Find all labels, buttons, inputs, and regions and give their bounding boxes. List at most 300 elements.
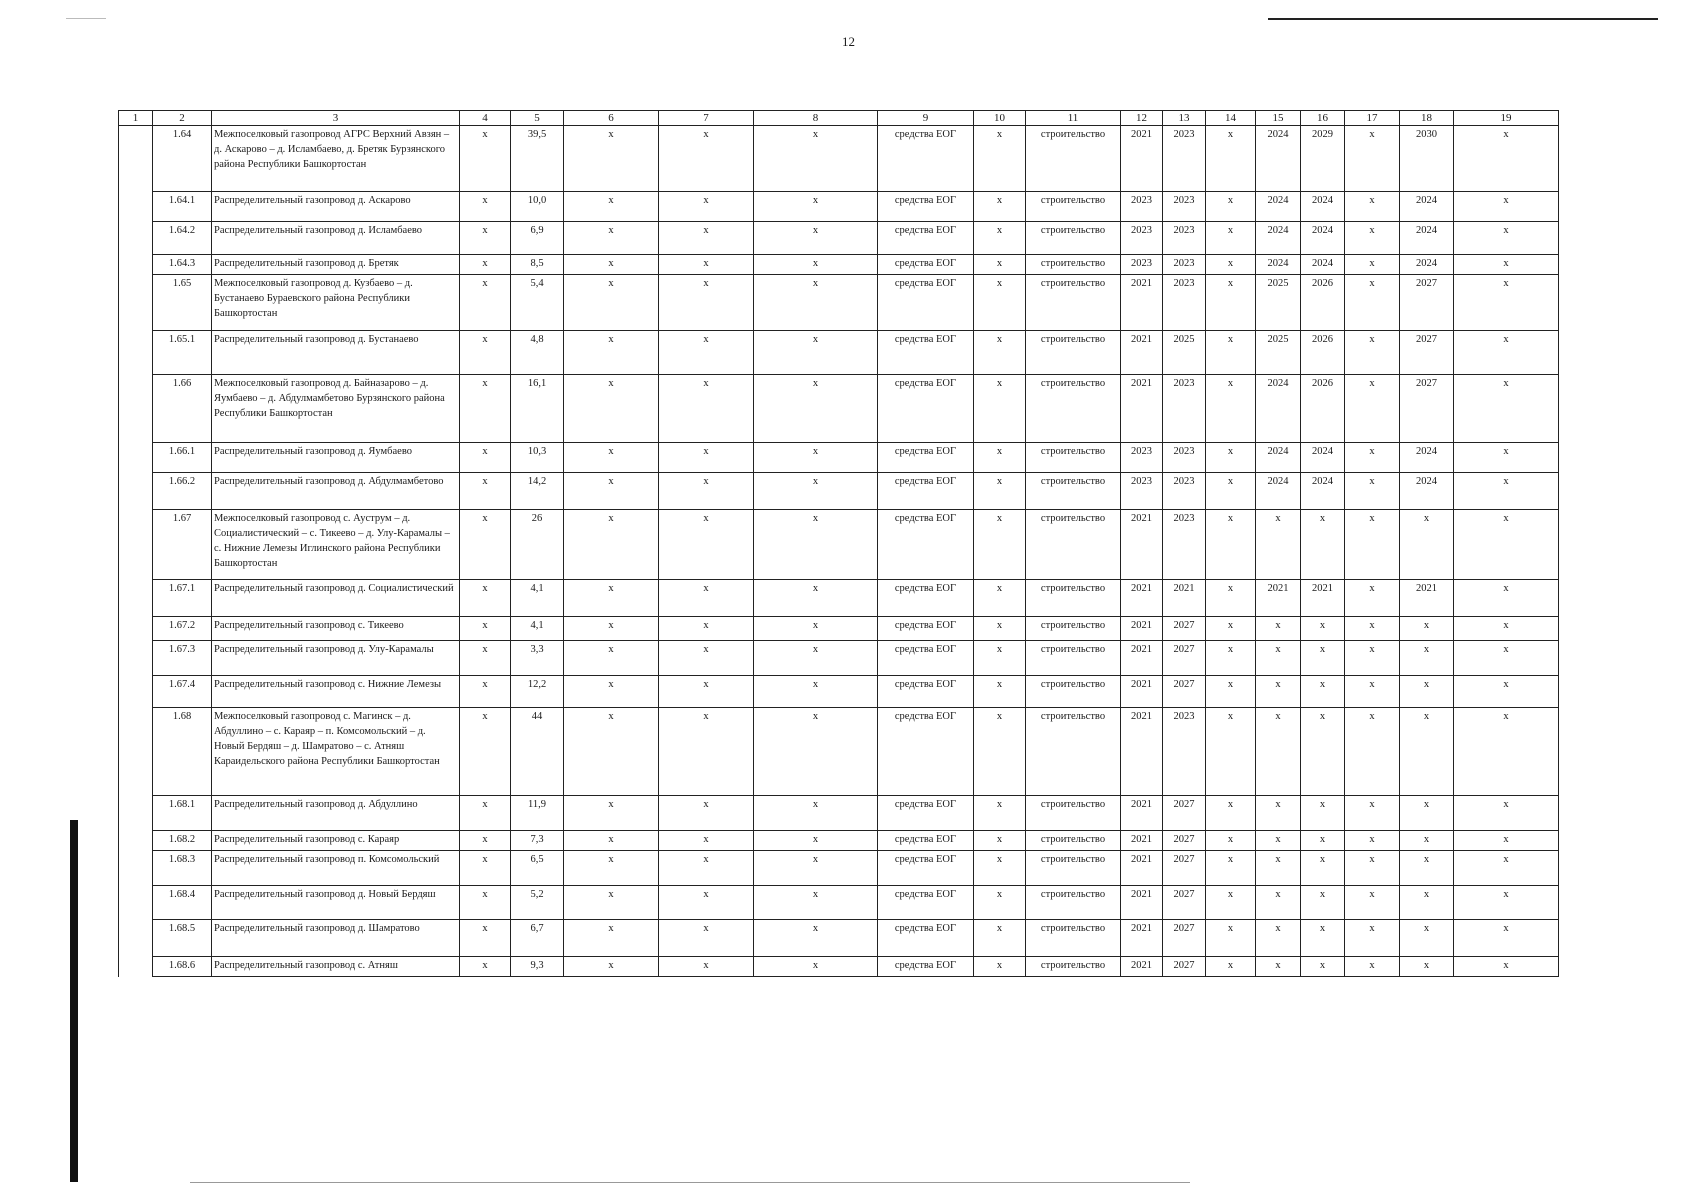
cell-col-16: 2024 [1301, 222, 1345, 255]
cell-col-10: x [974, 510, 1026, 580]
cell-col-19: x [1454, 255, 1559, 275]
cell-col-17: x [1345, 920, 1400, 957]
cell-col-6: x [564, 676, 659, 708]
cell-col-9: средства ЕОГ [878, 375, 974, 443]
cell-col-15: x [1256, 796, 1301, 831]
cell-object-name: Распределительный газопровод д. Социалистический [212, 580, 460, 617]
cell-col-19: x [1454, 510, 1559, 580]
cell-col-6: x [564, 796, 659, 831]
cell-col-8: x [754, 580, 878, 617]
cell-col-14: x [1206, 510, 1256, 580]
cell-col-1 [119, 443, 153, 473]
cell-col-16: 2021 [1301, 580, 1345, 617]
cell-col-6: x [564, 126, 659, 192]
cell-col-1 [119, 796, 153, 831]
cell-col-9: средства ЕОГ [878, 920, 974, 957]
column-header-5: 5 [511, 111, 564, 126]
column-header-18: 18 [1400, 111, 1454, 126]
cell-col-7: x [659, 375, 754, 443]
cell-col-9: средства ЕОГ [878, 708, 974, 796]
cell-item-number: 1.68.3 [153, 851, 212, 886]
cell-col-5: 5,4 [511, 275, 564, 331]
cell-col-16: x [1301, 920, 1345, 957]
cell-col-9: средства ЕОГ [878, 443, 974, 473]
cell-col-15: 2025 [1256, 331, 1301, 375]
cell-col-5: 7,3 [511, 831, 564, 851]
cell-col-6: x [564, 957, 659, 977]
cell-col-6: x [564, 920, 659, 957]
cell-col-1 [119, 886, 153, 920]
cell-col-10: x [974, 580, 1026, 617]
cell-col-14: x [1206, 851, 1256, 886]
cell-col-12: 2021 [1121, 275, 1163, 331]
cell-col-8: x [754, 331, 878, 375]
cell-col-1 [119, 275, 153, 331]
cell-item-number: 1.66 [153, 375, 212, 443]
cell-col-18: 2024 [1400, 473, 1454, 510]
cell-col-4: x [460, 617, 511, 641]
cell-col-8: x [754, 957, 878, 977]
cell-col-12: 2021 [1121, 886, 1163, 920]
cell-col-4: x [460, 641, 511, 676]
cell-col-10: x [974, 473, 1026, 510]
cell-item-number: 1.68.1 [153, 796, 212, 831]
cell-col-8: x [754, 255, 878, 275]
cell-col-17: x [1345, 222, 1400, 255]
cell-col-16: x [1301, 708, 1345, 796]
cell-col-7: x [659, 831, 754, 851]
cell-col-14: x [1206, 796, 1256, 831]
cell-col-1 [119, 831, 153, 851]
cell-col-9: средства ЕОГ [878, 473, 974, 510]
cell-col-14: x [1206, 375, 1256, 443]
cell-col-11: строительство [1026, 443, 1121, 473]
cell-col-17: x [1345, 510, 1400, 580]
table-row [119, 676, 1559, 708]
cell-col-1 [119, 641, 153, 676]
cell-col-1 [119, 375, 153, 443]
cell-col-17: x [1345, 676, 1400, 708]
cell-col-19: x [1454, 375, 1559, 443]
cell-col-13: 2023 [1163, 222, 1206, 255]
cell-col-10: x [974, 957, 1026, 977]
column-header-1: 1 [119, 111, 153, 126]
cell-item-number: 1.68.4 [153, 886, 212, 920]
cell-col-12: 2021 [1121, 708, 1163, 796]
cell-item-number: 1.66.1 [153, 443, 212, 473]
cell-col-10: x [974, 796, 1026, 831]
cell-col-18: 2024 [1400, 255, 1454, 275]
cell-col-7: x [659, 886, 754, 920]
cell-col-7: x [659, 957, 754, 977]
cell-col-8: x [754, 641, 878, 676]
cell-col-6: x [564, 851, 659, 886]
cell-col-18: 2024 [1400, 192, 1454, 222]
cell-col-6: x [564, 222, 659, 255]
cell-col-15: 2024 [1256, 255, 1301, 275]
cell-col-7: x [659, 192, 754, 222]
column-header-13: 13 [1163, 111, 1206, 126]
cell-col-18: 2027 [1400, 375, 1454, 443]
cell-col-19: x [1454, 126, 1559, 192]
cell-item-number: 1.65 [153, 275, 212, 331]
page-number: 12 [842, 34, 855, 49]
cell-col-13: 2027 [1163, 831, 1206, 851]
cell-col-5: 4,1 [511, 580, 564, 617]
cell-col-16: 2024 [1301, 443, 1345, 473]
cell-col-11: строительство [1026, 851, 1121, 886]
cell-col-11: строительство [1026, 676, 1121, 708]
cell-object-name: Распределительный газопровод п. Комсомольский [212, 851, 460, 886]
cell-col-18: 2021 [1400, 580, 1454, 617]
cell-col-19: x [1454, 192, 1559, 222]
cell-col-14: x [1206, 617, 1256, 641]
cell-col-6: x [564, 886, 659, 920]
cell-col-15: 2024 [1256, 126, 1301, 192]
table-row [119, 580, 1559, 617]
cell-col-10: x [974, 222, 1026, 255]
cell-col-6: x [564, 331, 659, 375]
cell-col-4: x [460, 222, 511, 255]
scan-artifact-bottom-rule [190, 1182, 1190, 1183]
cell-col-5: 10,0 [511, 192, 564, 222]
cell-col-7: x [659, 222, 754, 255]
column-header-2: 2 [153, 111, 212, 126]
column-header-14: 14 [1206, 111, 1256, 126]
cell-col-13: 2023 [1163, 275, 1206, 331]
cell-col-15: x [1256, 886, 1301, 920]
cell-col-14: x [1206, 831, 1256, 851]
cell-col-16: x [1301, 641, 1345, 676]
cell-col-8: x [754, 796, 878, 831]
cell-col-18: x [1400, 920, 1454, 957]
cell-col-17: x [1345, 851, 1400, 886]
table-row [119, 192, 1559, 222]
cell-col-8: x [754, 375, 878, 443]
cell-col-11: строительство [1026, 510, 1121, 580]
cell-col-12: 2021 [1121, 957, 1163, 977]
cell-col-18: 2027 [1400, 331, 1454, 375]
table-row [119, 331, 1559, 375]
column-header-16: 16 [1301, 111, 1345, 126]
cell-col-18: x [1400, 796, 1454, 831]
cell-col-10: x [974, 920, 1026, 957]
cell-col-15: x [1256, 510, 1301, 580]
cell-col-11: строительство [1026, 331, 1121, 375]
cell-object-name: Распределительный газопровод д. Яумбаево [212, 443, 460, 473]
cell-col-14: x [1206, 641, 1256, 676]
cell-object-name: Межпоселковый газопровод д. Кузбаево – д. Бустанаево Бураевского района Республики Башкортостан [212, 275, 460, 331]
cell-col-18: 2024 [1400, 443, 1454, 473]
cell-col-17: x [1345, 192, 1400, 222]
cell-col-15: x [1256, 851, 1301, 886]
table-row [119, 126, 1559, 192]
cell-object-name: Распределительный газопровод с. Нижние Лемезы [212, 676, 460, 708]
cell-col-7: x [659, 331, 754, 375]
table-row [119, 796, 1559, 831]
cell-col-7: x [659, 443, 754, 473]
cell-col-4: x [460, 510, 511, 580]
cell-item-number: 1.67.2 [153, 617, 212, 641]
cell-col-5: 3,3 [511, 641, 564, 676]
cell-item-number: 1.67.1 [153, 580, 212, 617]
column-header-7: 7 [659, 111, 754, 126]
cell-col-15: x [1256, 957, 1301, 977]
cell-col-16: 2026 [1301, 275, 1345, 331]
cell-col-16: x [1301, 796, 1345, 831]
table-row [119, 375, 1559, 443]
cell-col-4: x [460, 708, 511, 796]
cell-col-9: средства ЕОГ [878, 796, 974, 831]
cell-col-14: x [1206, 920, 1256, 957]
cell-col-6: x [564, 473, 659, 510]
cell-object-name: Распределительный газопровод д. Абдуллино [212, 796, 460, 831]
cell-col-4: x [460, 331, 511, 375]
cell-col-1 [119, 331, 153, 375]
cell-col-16: 2024 [1301, 255, 1345, 275]
cell-col-4: x [460, 275, 511, 331]
cell-col-9: средства ЕОГ [878, 222, 974, 255]
cell-col-17: x [1345, 473, 1400, 510]
cell-col-7: x [659, 617, 754, 641]
cell-col-17: x [1345, 708, 1400, 796]
cell-col-14: x [1206, 255, 1256, 275]
cell-col-13: 2023 [1163, 473, 1206, 510]
column-header-9: 9 [878, 111, 974, 126]
cell-col-8: x [754, 831, 878, 851]
cell-col-11: строительство [1026, 222, 1121, 255]
cell-col-1 [119, 580, 153, 617]
scan-artifact-left-bar [70, 820, 78, 1182]
cell-col-5: 12,2 [511, 676, 564, 708]
cell-col-5: 9,3 [511, 957, 564, 977]
cell-col-7: x [659, 255, 754, 275]
cell-col-18: x [1400, 708, 1454, 796]
cell-col-19: x [1454, 580, 1559, 617]
cell-col-12: 2021 [1121, 641, 1163, 676]
cell-col-14: x [1206, 222, 1256, 255]
cell-col-15: 2024 [1256, 222, 1301, 255]
cell-item-number: 1.64.3 [153, 255, 212, 275]
cell-object-name: Распределительный газопровод д. Исламбаево [212, 222, 460, 255]
cell-col-18: x [1400, 851, 1454, 886]
cell-col-7: x [659, 796, 754, 831]
cell-col-5: 16,1 [511, 375, 564, 443]
cell-col-10: x [974, 617, 1026, 641]
table-row [119, 851, 1559, 886]
cell-col-19: x [1454, 920, 1559, 957]
cell-col-17: x [1345, 617, 1400, 641]
cell-col-14: x [1206, 708, 1256, 796]
cell-col-13: 2023 [1163, 126, 1206, 192]
cell-col-7: x [659, 851, 754, 886]
cell-col-11: строительство [1026, 831, 1121, 851]
cell-col-17: x [1345, 331, 1400, 375]
cell-col-12: 2023 [1121, 473, 1163, 510]
cell-col-15: 2025 [1256, 275, 1301, 331]
cell-col-4: x [460, 831, 511, 851]
cell-col-18: x [1400, 957, 1454, 977]
cell-col-11: строительство [1026, 957, 1121, 977]
cell-col-8: x [754, 192, 878, 222]
cell-col-14: x [1206, 676, 1256, 708]
cell-col-15: x [1256, 831, 1301, 851]
cell-col-14: x [1206, 275, 1256, 331]
scan-artifact-top-rule [1268, 18, 1658, 20]
cell-col-8: x [754, 920, 878, 957]
cell-col-18: x [1400, 886, 1454, 920]
cell-col-9: средства ЕОГ [878, 331, 974, 375]
cell-col-6: x [564, 192, 659, 222]
cell-col-4: x [460, 192, 511, 222]
cell-col-12: 2021 [1121, 331, 1163, 375]
cell-col-13: 2027 [1163, 886, 1206, 920]
cell-col-4: x [460, 851, 511, 886]
cell-object-name: Распределительный газопровод с. Тикеево [212, 617, 460, 641]
cell-col-18: 2027 [1400, 275, 1454, 331]
cell-col-4: x [460, 676, 511, 708]
cell-col-14: x [1206, 192, 1256, 222]
cell-col-13: 2027 [1163, 641, 1206, 676]
cell-col-7: x [659, 641, 754, 676]
cell-col-7: x [659, 920, 754, 957]
cell-col-18: x [1400, 641, 1454, 676]
cell-col-11: строительство [1026, 886, 1121, 920]
cell-col-12: 2021 [1121, 375, 1163, 443]
cell-col-11: строительство [1026, 920, 1121, 957]
cell-col-11: строительство [1026, 796, 1121, 831]
cell-col-9: средства ЕОГ [878, 957, 974, 977]
cell-col-16: 2026 [1301, 375, 1345, 443]
column-header-6: 6 [564, 111, 659, 126]
column-header-10: 10 [974, 111, 1026, 126]
cell-col-11: строительство [1026, 375, 1121, 443]
cell-col-12: 2023 [1121, 443, 1163, 473]
cell-col-18: 2024 [1400, 222, 1454, 255]
cell-col-13: 2027 [1163, 796, 1206, 831]
cell-col-11: строительство [1026, 473, 1121, 510]
cell-item-number: 1.64 [153, 126, 212, 192]
table-row [119, 957, 1559, 977]
cell-col-9: средства ЕОГ [878, 275, 974, 331]
cell-object-name: Межпоселковый газопровод АГРС Верхний Авзян – д. Аскарово – д. Исламбаево, д. Бретяк Бурзянского района Республики Башкортостан [212, 126, 460, 192]
table-row [119, 443, 1559, 473]
gas-pipeline-table [118, 110, 1559, 977]
cell-col-14: x [1206, 886, 1256, 920]
cell-col-15: 2024 [1256, 443, 1301, 473]
cell-col-1 [119, 222, 153, 255]
cell-col-1 [119, 957, 153, 977]
table-body [119, 126, 1559, 977]
cell-col-13: 2023 [1163, 708, 1206, 796]
cell-col-5: 4,8 [511, 331, 564, 375]
cell-object-name: Распределительный газопровод с. Атняш [212, 957, 460, 977]
cell-col-17: x [1345, 375, 1400, 443]
cell-col-9: средства ЕОГ [878, 851, 974, 886]
cell-col-17: x [1345, 255, 1400, 275]
cell-col-14: x [1206, 957, 1256, 977]
table-header-row [119, 111, 1559, 126]
cell-col-10: x [974, 886, 1026, 920]
cell-col-11: строительство [1026, 126, 1121, 192]
cell-col-4: x [460, 920, 511, 957]
cell-col-8: x [754, 443, 878, 473]
cell-object-name: Распределительный газопровод с. Караяр [212, 831, 460, 851]
table-row [119, 222, 1559, 255]
cell-col-6: x [564, 708, 659, 796]
cell-col-12: 2021 [1121, 851, 1163, 886]
table-row [119, 920, 1559, 957]
table-row [119, 708, 1559, 796]
cell-col-1 [119, 473, 153, 510]
cell-col-9: средства ЕОГ [878, 126, 974, 192]
cell-col-7: x [659, 708, 754, 796]
column-header-3: 3 [212, 111, 460, 126]
cell-col-12: 2021 [1121, 126, 1163, 192]
cell-col-16: 2024 [1301, 192, 1345, 222]
cell-col-13: 2027 [1163, 617, 1206, 641]
cell-item-number: 1.64.1 [153, 192, 212, 222]
cell-col-19: x [1454, 331, 1559, 375]
cell-col-19: x [1454, 641, 1559, 676]
cell-col-6: x [564, 443, 659, 473]
cell-col-4: x [460, 886, 511, 920]
cell-col-15: 2024 [1256, 473, 1301, 510]
cell-col-13: 2023 [1163, 255, 1206, 275]
table-row [119, 641, 1559, 676]
cell-col-19: x [1454, 676, 1559, 708]
cell-col-1 [119, 676, 153, 708]
cell-col-10: x [974, 676, 1026, 708]
cell-col-17: x [1345, 275, 1400, 331]
cell-col-17: x [1345, 126, 1400, 192]
cell-col-9: средства ЕОГ [878, 580, 974, 617]
cell-col-15: x [1256, 708, 1301, 796]
cell-col-11: строительство [1026, 708, 1121, 796]
cell-col-19: x [1454, 275, 1559, 331]
column-header-4: 4 [460, 111, 511, 126]
cell-col-17: x [1345, 886, 1400, 920]
cell-col-12: 2023 [1121, 255, 1163, 275]
cell-col-12: 2021 [1121, 796, 1163, 831]
cell-col-5: 4,1 [511, 617, 564, 641]
cell-item-number: 1.68 [153, 708, 212, 796]
cell-col-4: x [460, 126, 511, 192]
cell-col-12: 2021 [1121, 580, 1163, 617]
cell-col-7: x [659, 275, 754, 331]
cell-col-9: средства ЕОГ [878, 886, 974, 920]
scan-artifact-line [66, 18, 106, 19]
cell-col-12: 2021 [1121, 617, 1163, 641]
cell-col-16: 2029 [1301, 126, 1345, 192]
cell-col-9: средства ЕОГ [878, 641, 974, 676]
cell-col-12: 2021 [1121, 920, 1163, 957]
cell-col-7: x [659, 126, 754, 192]
cell-object-name: Распределительный газопровод д. Улу-Карамалы [212, 641, 460, 676]
cell-col-1 [119, 510, 153, 580]
cell-object-name: Межпоселковый газопровод с. Магинск – д. Абдуллино – с. Караяр – п. Комсомольский – д. Новый Бердяш – д. Шамратово – с. Атняш Караидельского района Республики Башкортостан [212, 708, 460, 796]
cell-col-4: x [460, 443, 511, 473]
cell-col-6: x [564, 580, 659, 617]
cell-item-number: 1.67.4 [153, 676, 212, 708]
cell-object-name: Распределительный газопровод д. Аскарово [212, 192, 460, 222]
table-row [119, 473, 1559, 510]
cell-col-17: x [1345, 957, 1400, 977]
cell-col-1 [119, 708, 153, 796]
cell-object-name: Межпоселковый газопровод д. Байназарово – д. Яумбаево – д. Абдулмамбетово Бурзянского района Республики Башкортостан [212, 375, 460, 443]
column-header-15: 15 [1256, 111, 1301, 126]
cell-col-12: 2021 [1121, 510, 1163, 580]
